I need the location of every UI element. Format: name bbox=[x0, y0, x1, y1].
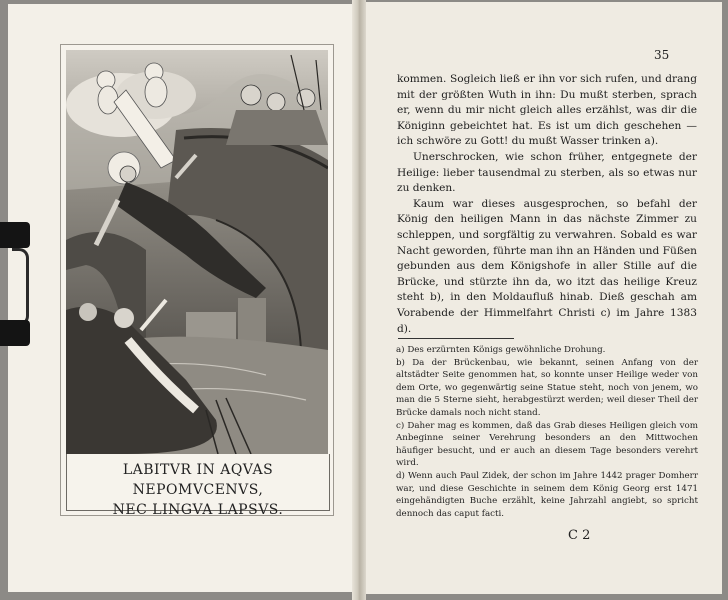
body-paragraph: kommen. Sogleich ließ er ihn vor sich rufen, und drang mit der größten Wuth in ihn: Du mußt sterben, sprach er, wenn du mir nicht gleich alles erzählst, was dir die Königinn gebeichtet hat. Es ist um dich geschehen — ich schwöre zu Gott! du mußt Wasser trinken a). bbox=[397, 73, 697, 148]
binder-clip-wire bbox=[12, 248, 29, 326]
footnote: a) Des erzürnten Königs gewöhnliche Drohung. bbox=[396, 345, 606, 355]
caption-line: LABITVR IN AQVAS NEPOMVCENVS, bbox=[122, 462, 274, 498]
printer-signature-mark: C 2 bbox=[568, 528, 591, 543]
engraving-illustration bbox=[66, 50, 328, 454]
caption-line: NEC LINGVA LAPSVS. bbox=[112, 502, 284, 518]
binder-clip-icon bbox=[0, 320, 30, 346]
page-number: 35 bbox=[654, 48, 670, 62]
binder-clip-icon bbox=[0, 222, 30, 248]
body-text bbox=[397, 72, 697, 337]
footnote: b) Da der Brückenbau, wie bekannt, seinen Anfang von der altstädter Seite genommen hat, so konnte unser Heilige weder von dem Orte, wo gegenwärtig seine Statue steht, noch von jenem, wo man die 5 Sterne sieht, herabgestürzt werden; weil dieser Theil der Brücke damals noch nicht stand. bbox=[396, 357, 698, 418]
body-paragraph: Kaum war dieses ausgesprochen, so befahl der König den heiligen Mann in das nächste Zimmer zu schleppen, und sorgfältig zu verwahren. Sobald es war Nacht geworden, führte man ihn an Händen und Füßen gebunden aus dem Königshofe in aller Stille auf die Brücke, und stürzte ihn da, wo itzt das heilige Kreuz steht b), in den Moldaufluß hinab. Dieß geschah am Vorabende der Himmelfahrt Christi c) im Jahre 1383 d). bbox=[397, 197, 697, 335]
footnote-divider bbox=[398, 338, 514, 339]
body-paragraph: Unerschrocken, wie schon früher, entgegnete der Heilige: lieber tausendmal zu sterben, als so etwas nur zu denken. bbox=[397, 150, 697, 195]
footnote: c) Daher mag es kommen, daß das Grab dieses Heiligen gleich vom Anbeginne seiner Verehrung besonders an den Mittwochen häufiger besucht, und er auch an diesem Tage besonders verehrt wird. bbox=[396, 420, 698, 469]
book-gutter bbox=[352, 0, 366, 600]
plate-caption bbox=[66, 454, 330, 518]
footnotes bbox=[396, 344, 698, 520]
footnote: d) Wenn auch Paul Zidek, der schon im Jahre 1442 prager Domherr war, und diese Geschichte in seinem dem König Georg erst 1471 eingehändigten Buche erzählt, keine Jahrzahl angiebt, so spricht dennoch das caput facti. bbox=[396, 470, 698, 519]
